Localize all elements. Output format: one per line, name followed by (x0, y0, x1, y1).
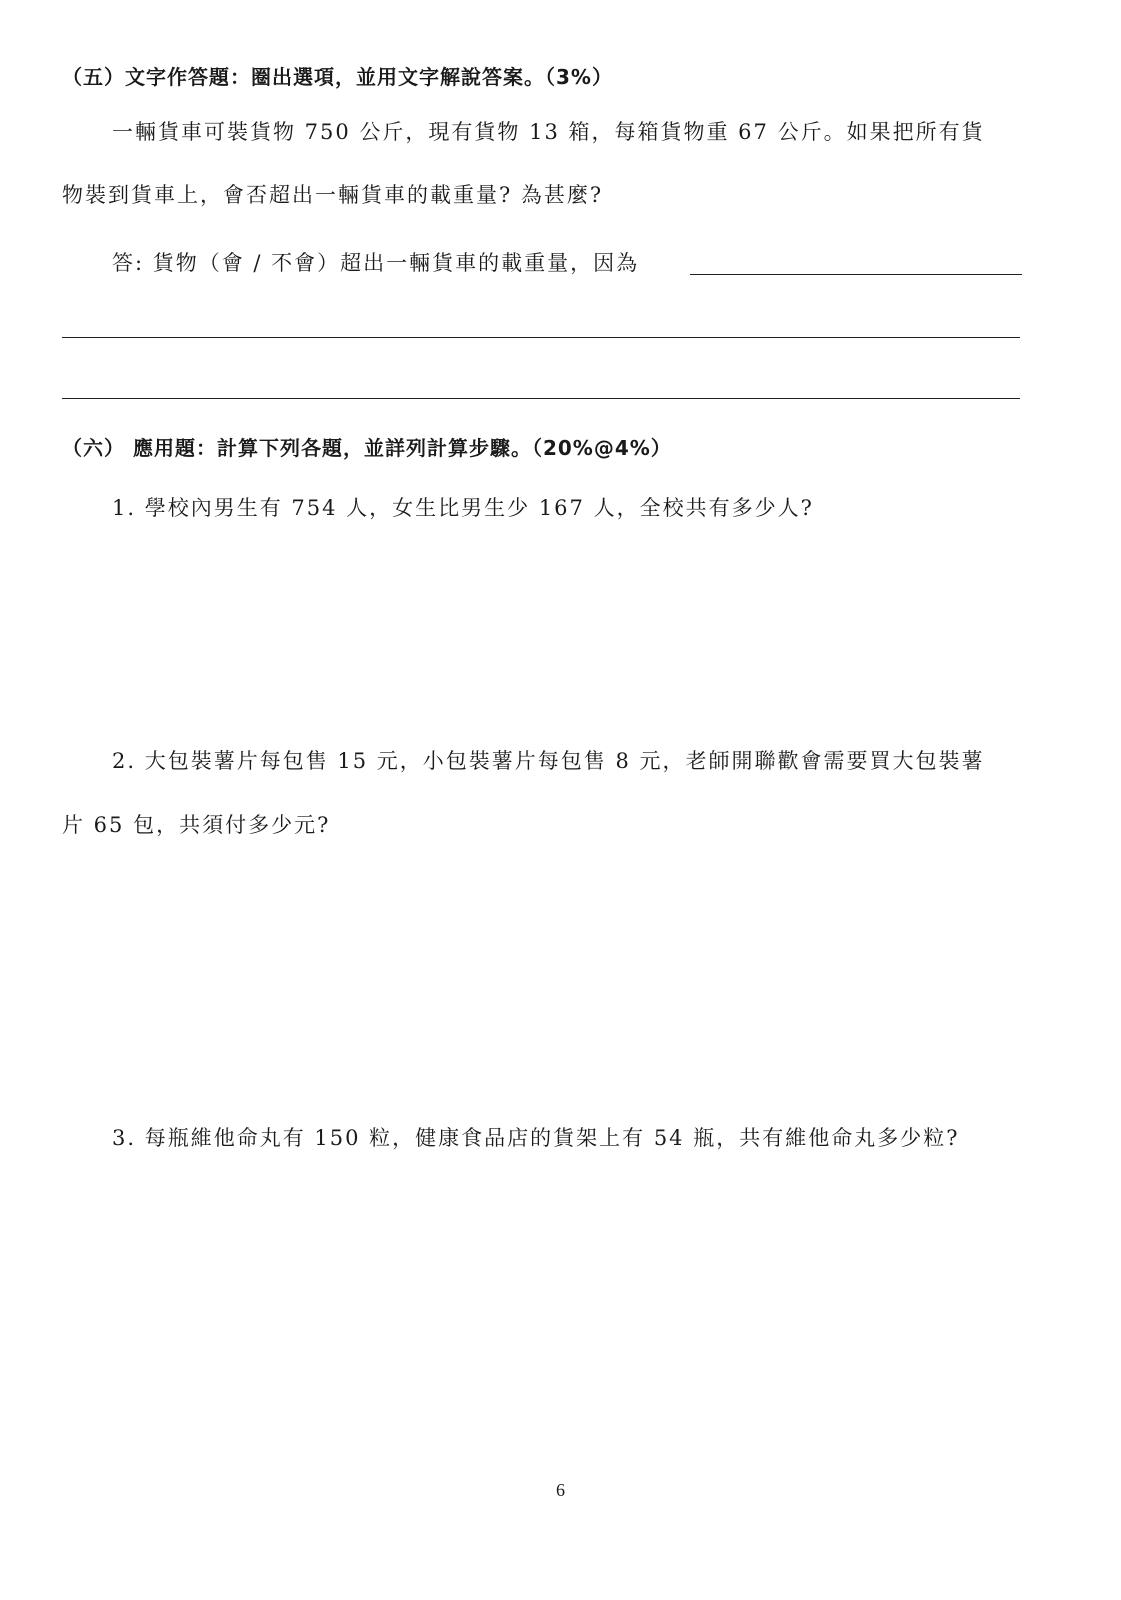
question-2-line1: 2. 大包裝薯片每包售 15 元，小包裝薯片每包售 8 元，老師開聯歡會需要買大包裝薯 (112, 749, 985, 773)
page-number: 6 (556, 1480, 565, 1500)
section6-heading: （六） 應用題：計算下列各題，並詳列計算步驟。（20%@4%） (62, 436, 672, 460)
section5-question-line1: 一輛貨車可裝貨物 750 公斤，現有貨物 13 箱，每箱貨物重 67 公斤。如果把所有貨 (112, 120, 985, 144)
section5-question-line2: 物裝到貨車上，會否超出一輛貨車的載重量? 為甚麼? (62, 183, 604, 207)
section5-answer-prompt: 答: 貨物（會 / 不會）超出一輛貨車的載重量，因為 (112, 251, 640, 275)
answer-blank-3 (62, 398, 1020, 399)
question-3: 3. 每瓶維他命丸有 150 粒，健康食品店的貨架上有 54 瓶，共有維他命丸多少粒? (112, 1126, 960, 1150)
answer-blank-2 (62, 337, 1020, 338)
question-1: 1. 學校內男生有 754 人，女生比男生少 167 人，全校共有多少人? (112, 496, 814, 520)
question-2-line2: 片 65 包，共須付多少元? (62, 813, 331, 837)
answer-blank-1 (690, 274, 1022, 275)
section5-heading: （五）文字作答題：圈出選項，並用文字解說答案。（3%） (62, 65, 613, 89)
